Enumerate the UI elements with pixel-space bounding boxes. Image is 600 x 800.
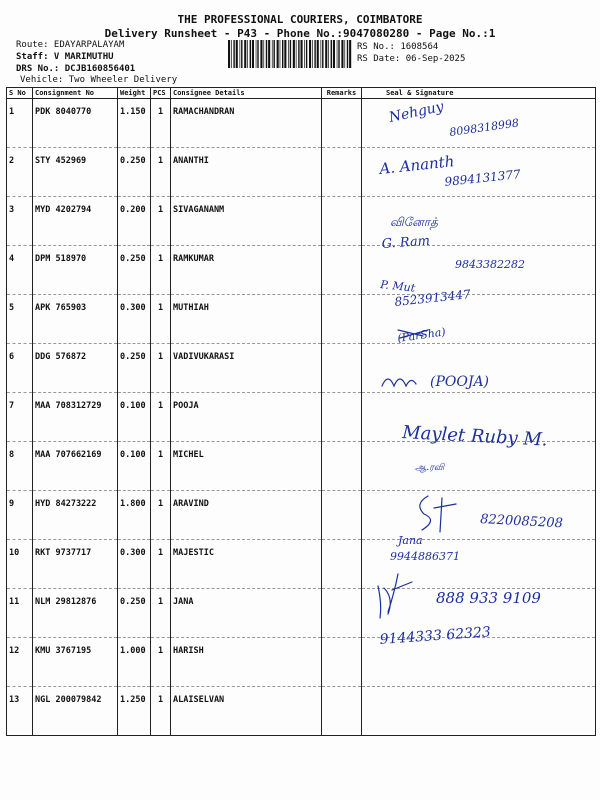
cell-weight: 0.300 xyxy=(118,295,151,344)
cell-signature xyxy=(362,295,596,344)
cell-sno: 9 xyxy=(7,491,33,540)
cell-remarks xyxy=(322,99,362,148)
signature-row-11: Jana xyxy=(398,534,423,547)
table-row xyxy=(7,99,596,148)
cell-remarks xyxy=(322,687,362,736)
cell-remarks xyxy=(322,295,362,344)
table-row xyxy=(7,344,596,393)
signature-number-row-5: 8523913447 xyxy=(393,287,472,309)
cell-sno: 12 xyxy=(7,638,33,687)
cell-consignment: PDK 8040770 xyxy=(33,99,118,148)
cell-consignment: DDG 576872 xyxy=(33,344,118,393)
cell-consignment: DPM 518970 xyxy=(33,246,118,295)
signature-row-4: G. Ram xyxy=(381,233,431,252)
cell-weight: 1.250 xyxy=(118,687,151,736)
cell-consignment: STY 452969 xyxy=(33,148,118,197)
cell-weight: 0.300 xyxy=(118,540,151,589)
cell-weight: 0.250 xyxy=(118,148,151,197)
rs-number: RS No.: 1608564 xyxy=(357,42,439,52)
cell-consignee: HARISH xyxy=(171,638,322,687)
barcode-image xyxy=(228,40,352,68)
cell-sno: 4 xyxy=(7,246,33,295)
table-row xyxy=(7,491,596,540)
cell-weight: 0.250 xyxy=(118,246,151,295)
cell-consignee: ANANTHI xyxy=(171,148,322,197)
cell-weight: 1.000 xyxy=(118,638,151,687)
cell-consignment: MAA 708312729 xyxy=(33,393,118,442)
table-row xyxy=(7,148,596,197)
signature-number-row-1: 8098318998 xyxy=(448,116,520,139)
cell-signature xyxy=(362,442,596,491)
cell-signature xyxy=(362,687,596,736)
cell-consignee: ALAISELVAN xyxy=(171,687,322,736)
table-header-row xyxy=(7,88,596,99)
signature-number-row-4: 9843382282 xyxy=(455,258,525,271)
signature-number-row-2: 9894131377 xyxy=(443,167,522,189)
cell-signature xyxy=(362,540,596,589)
cell-pcs: 1 xyxy=(151,246,171,295)
rs-date: RS Date: 06-Sep-2025 xyxy=(357,54,466,64)
cell-consignment: MAA 707662169 xyxy=(33,442,118,491)
cell-pcs: 1 xyxy=(151,442,171,491)
cell-consignee: RAMKUMAR xyxy=(171,246,322,295)
table-row xyxy=(7,589,596,638)
cell-consignee: POOJA xyxy=(171,393,322,442)
cell-pcs: 1 xyxy=(151,148,171,197)
cell-remarks xyxy=(322,442,362,491)
signature-number-row-10: 8220085208 xyxy=(479,512,564,532)
signature-number-row-13: 9144333 62323 xyxy=(379,624,492,648)
col-header-remarks: Remarks xyxy=(322,88,362,99)
cell-sno: 11 xyxy=(7,589,33,638)
cell-consignee: ARAVIND xyxy=(171,491,322,540)
cell-remarks xyxy=(322,197,362,246)
cell-consignee: RAMACHANDRAN xyxy=(171,99,322,148)
cell-sno: 10 xyxy=(7,540,33,589)
cell-sno: 5 xyxy=(7,295,33,344)
table-row xyxy=(7,540,596,589)
cell-signature xyxy=(362,491,596,540)
cell-pcs: 1 xyxy=(151,540,171,589)
cell-weight: 0.250 xyxy=(118,589,151,638)
cell-pcs: 1 xyxy=(151,491,171,540)
cell-signature xyxy=(362,589,596,638)
cell-sno: 2 xyxy=(7,148,33,197)
table-row xyxy=(7,295,596,344)
cell-weight: 1.800 xyxy=(118,491,151,540)
cell-remarks xyxy=(322,148,362,197)
signature-row-3: வினோத் xyxy=(390,215,438,229)
col-header-sno: S No xyxy=(7,88,33,99)
col-header-pcs: PCS xyxy=(151,88,171,99)
cell-sno: 13 xyxy=(7,687,33,736)
cell-consignee: SIVAGANANM xyxy=(171,197,322,246)
cell-consignment: KMU 3767195 xyxy=(33,638,118,687)
company-title: THE PROFESSIONAL COURIERS, COIMBATORE xyxy=(177,13,423,26)
signature-number-row-12: 888 933 9109 xyxy=(436,589,541,607)
table-row xyxy=(7,638,596,687)
cell-remarks xyxy=(322,344,362,393)
cell-consignee: VADIVUKARASI xyxy=(171,344,322,393)
signature-row-9: ஆ.ரவி xyxy=(415,463,445,473)
cell-pcs: 1 xyxy=(151,589,171,638)
vehicle-label: Vehicle: Two Wheeler Delivery xyxy=(20,75,178,85)
table-row xyxy=(7,197,596,246)
cell-sno: 8 xyxy=(7,442,33,491)
col-header-consignment: Consignment No xyxy=(33,88,118,99)
signature-row-7: (POOJA) xyxy=(430,374,490,390)
signature-row-1: Nehguy xyxy=(387,98,446,126)
cell-sno: 7 xyxy=(7,393,33,442)
cell-consignment: MYD 4202794 xyxy=(33,197,118,246)
cell-weight: 0.100 xyxy=(118,393,151,442)
cell-consignee: MICHEL xyxy=(171,442,322,491)
signature-row-5: P. Mut xyxy=(379,278,416,295)
col-header-signature: Seal & Signature xyxy=(362,88,596,99)
cell-sno: 6 xyxy=(7,344,33,393)
cell-signature xyxy=(362,148,596,197)
cell-remarks xyxy=(322,540,362,589)
cell-remarks xyxy=(322,246,362,295)
route-label: Route: EDAYARPALAYAM xyxy=(16,40,125,50)
cell-signature xyxy=(362,197,596,246)
runsheet-table xyxy=(6,87,596,736)
table-row xyxy=(7,246,596,295)
cell-weight: 0.250 xyxy=(118,344,151,393)
cell-consignment: HYD 84273222 xyxy=(33,491,118,540)
signature-row-2: A. Ananth xyxy=(378,152,456,178)
cell-sno: 1 xyxy=(7,99,33,148)
table-row xyxy=(7,687,596,736)
cell-consignee: MAJESTIC xyxy=(171,540,322,589)
cell-consignment: RKT 9737717 xyxy=(33,540,118,589)
cell-weight: 0.100 xyxy=(118,442,151,491)
signature-number-row-11: 9944886371 xyxy=(390,550,460,563)
cell-pcs: 1 xyxy=(151,197,171,246)
cell-pcs: 1 xyxy=(151,687,171,736)
cell-signature xyxy=(362,344,596,393)
cell-weight: 0.200 xyxy=(118,197,151,246)
table-row xyxy=(7,393,596,442)
cell-consignee: JANA xyxy=(171,589,322,638)
cell-consignment: APK 765903 xyxy=(33,295,118,344)
cell-signature xyxy=(362,246,596,295)
cell-consignee: MUTHIAH xyxy=(171,295,322,344)
signature-row-6: (ParSha) xyxy=(396,325,447,345)
cell-remarks xyxy=(322,589,362,638)
cell-signature xyxy=(362,393,596,442)
signature-row-8: Maylet Ruby M. xyxy=(401,422,549,451)
cell-pcs: 1 xyxy=(151,344,171,393)
cell-pcs: 1 xyxy=(151,295,171,344)
drs-label: DRS No.: DCJB160856401 xyxy=(16,64,136,74)
cell-remarks xyxy=(322,491,362,540)
cell-weight: 1.150 xyxy=(118,99,151,148)
cell-pcs: 1 xyxy=(151,393,171,442)
col-header-consignee: Consignee Details xyxy=(171,88,322,99)
cell-pcs: 1 xyxy=(151,638,171,687)
table-row xyxy=(7,442,596,491)
cell-signature xyxy=(362,638,596,687)
cell-consignment: NLM 29812876 xyxy=(33,589,118,638)
cell-signature xyxy=(362,99,596,148)
cell-pcs: 1 xyxy=(151,99,171,148)
col-header-weight: Weight xyxy=(118,88,151,99)
cell-consignment: NGL 200079842 xyxy=(33,687,118,736)
staff-label: Staff: V MARIMUTHU xyxy=(16,52,114,62)
cell-remarks xyxy=(322,393,362,442)
cell-remarks xyxy=(322,638,362,687)
cell-sno: 3 xyxy=(7,197,33,246)
runsheet-subtitle: Delivery Runsheet - P43 - Phone No.:9047080280 - Page No.:1 xyxy=(104,27,496,40)
